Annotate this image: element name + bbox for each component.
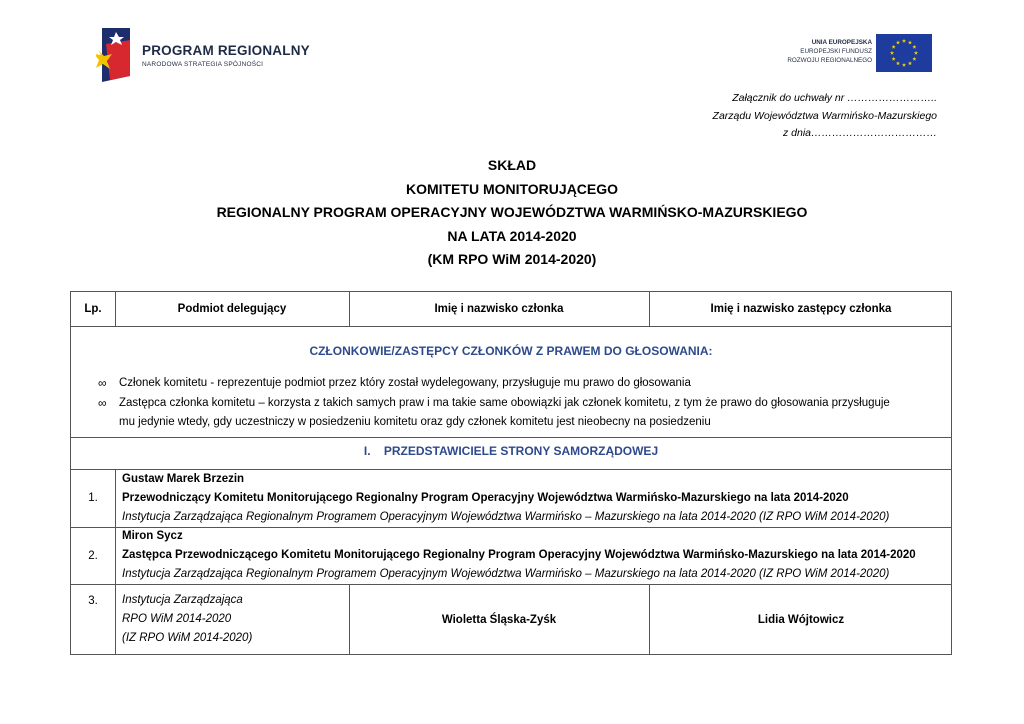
row-3-entity-line1: Instytucja Zarządzająca (122, 594, 243, 606)
row-2-name: Miron Sycz (122, 530, 183, 542)
eu-logo-text (780, 38, 872, 65)
row-3-deputy: Lidia Wójtowicz (757, 613, 845, 626)
row-3-member: Wioletta Śląska-Zyśk (441, 613, 557, 626)
eu-flag-icon (876, 34, 932, 72)
row-3-entity-line2: RPO WiM 2014-2020 (122, 613, 232, 625)
title-line1: SKŁAD (487, 157, 537, 173)
eu-logo-line3: ROZWOJU REGIONALNEGO (787, 57, 872, 64)
title-line3: REGIONALNY PROGRAM OPERACYJNY WOJEWÓDZTWA WARMIŃSKO-MAZURSKIEGO (216, 204, 808, 220)
eu-logo-line1: UNIA EUROPEJSKA (811, 39, 872, 46)
infinity-bullet-icon: ∞ (98, 376, 107, 390)
table-divider (71, 326, 951, 327)
row-1-number: 1. (88, 492, 98, 504)
note-line2: Zarządu Województwa Warmińsko-Mazurskiego (712, 109, 937, 122)
infinity-bullet-icon: ∞ (98, 395, 107, 410)
bullet-deputy (71, 394, 951, 414)
note-line3: z dnia……………………………… (782, 127, 937, 139)
title-line2: KOMITETU MONITORUJĄCEGO (405, 180, 619, 197)
section-1-heading (71, 444, 951, 458)
eu-logo (780, 34, 932, 74)
bullet-deputy-text-line1: Zastępca członka komitetu – korzysta z takich samych praw i ma takie same obowiązki jak członek komitetu, z tym że prawo do głosowania przysługuje (119, 396, 890, 409)
row-2-number: 2. (88, 549, 98, 562)
title-line5: (KM RPO WiM 2014-2020) (427, 251, 597, 267)
voting-section-title: CZŁONKOWIE/ZASTĘPCY CZŁONKÓW Z PRAWEM DO GŁOSOWANIA: (309, 344, 713, 358)
program-regionalny-emblem-icon (96, 26, 140, 84)
table-row-2 (122, 527, 916, 584)
program-regionalny-logo (96, 26, 316, 84)
voting-bullets (71, 374, 951, 433)
bullet-member (71, 374, 951, 394)
header-entity: Podmiot delegujący (177, 303, 287, 315)
row-1-name: Gustaw Marek Brzezin (122, 473, 245, 485)
row-1-role: Przewodniczący Komitetu Monitorującego Regionalny Program Operacyjny Województwa Warmińsko-Mazurskiego na lata 2014-2020 (122, 492, 849, 504)
header-member: Imię i nazwisko członka (434, 303, 564, 315)
header-deputy: Imię i nazwisko zastępcy członka (710, 303, 892, 315)
committee-table (70, 291, 952, 655)
bullet-deputy-continued (71, 413, 951, 433)
note-line1: Załącznik do uchwały nr …………………….. (732, 92, 937, 104)
header-lp: Lp. (84, 303, 102, 315)
title-line4: NA LATA 2014-2020 (447, 227, 577, 244)
table-row-1 (122, 470, 889, 527)
section-1-number: I. (363, 444, 371, 458)
row-2-institution: Instytucja Zarządzająca Regionalnym Programem Operacyjnym Województwa Warmińsko – Mazurskiego na lata 2014-2020 (IZ RPO WiM 2014-2020) (122, 568, 890, 580)
left-logo-subtitle: NARODOWA STRATEGIA SPÓJNOŚCI (142, 61, 264, 68)
eu-logo-line2: EUROPEJSKI FUNDUSZ (800, 48, 872, 55)
table-divider (115, 469, 116, 655)
row-3-number: 3. (88, 595, 98, 607)
bullet-deputy-text-line2: mu jedynie wtedy, gdy uczestniczy w posiedzeniu komitetu oraz gdy członek komitetu jest nieobecny na posiedzeniu (119, 416, 711, 428)
document-title (0, 154, 1024, 272)
row-3-entity-line3: (IZ RPO WiM 2014-2020) (122, 632, 253, 644)
bullet-member-text: Członek komitetu - reprezentuje podmiot przez który został wydelegowany, przysługuje mu prawo do głosowania (119, 377, 691, 389)
left-logo-title: PROGRAM REGIONALNY (142, 43, 310, 58)
row-2-role: Zastępca Przewodniczącego Komitetu Monitorującego Regionalny Program Operacyjny Województwa Warmińsko-Mazurskiego na lata 2014-2020 (122, 549, 916, 561)
table-divider (71, 437, 951, 438)
attachment-note (713, 90, 937, 143)
row-3-entity (122, 591, 252, 648)
section-1-title: PRZEDSTAWICIELE STRONY SAMORZĄDOWEJ (383, 444, 659, 458)
row-1-institution: Instytucja Zarządzająca Regionalnym Programem Operacyjnym Województwa Warmińsko – Mazurskiego na lata 2014-2020 (IZ RPO WiM 2014-2020) (122, 511, 890, 523)
